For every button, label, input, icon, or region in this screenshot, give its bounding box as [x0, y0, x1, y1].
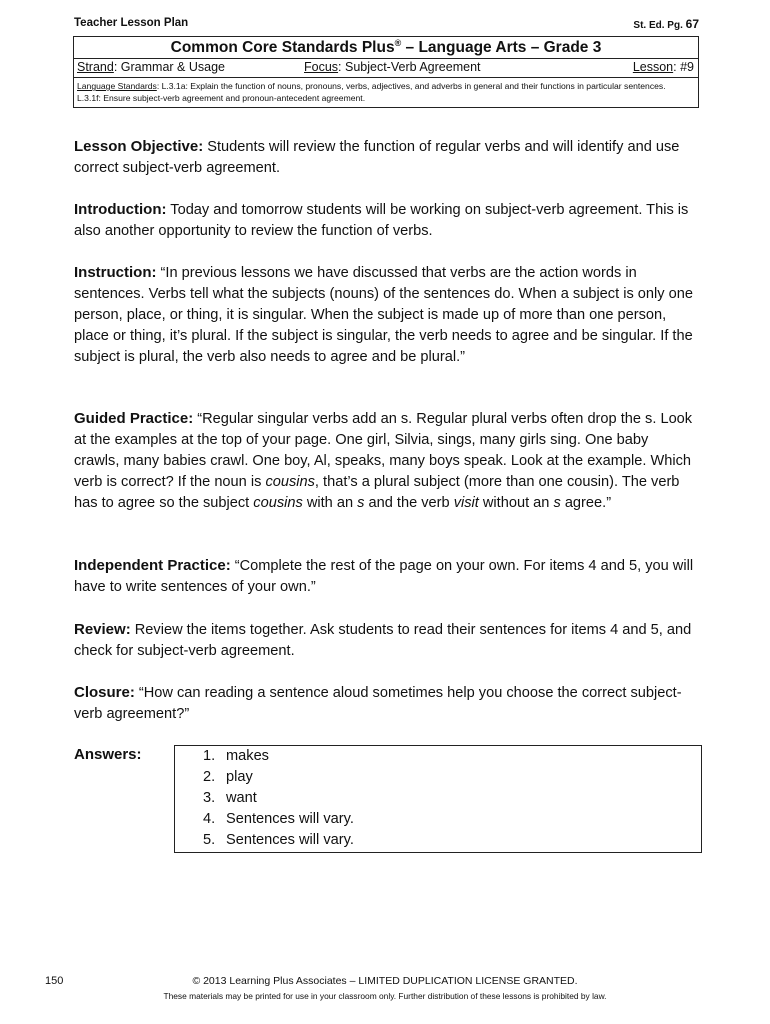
answers-list [175, 746, 701, 851]
language-standard-2: L.3.1f: Ensure subject-verb agreement and pronoun-antecedent agreement. [77, 93, 366, 104]
strand-focus-lesson-row [74, 59, 698, 78]
answer-item [175, 788, 701, 809]
strand-label: Strand [77, 60, 114, 75]
review-text: Review the items together. Ask students to read their sentences for items 4 and 5, and check for subject-verb agreement. [74, 622, 692, 659]
page-number: 150 [45, 975, 64, 987]
registered-mark: ® [394, 38, 402, 48]
introduction-label: Introduction: [74, 201, 167, 218]
guided-italic-cousins-1: cousins [265, 474, 315, 490]
guided-practice-label: Guided Practice: [74, 410, 194, 427]
lesson-label: Lesson [632, 60, 674, 75]
standards-title [74, 37, 698, 59]
objective-label: Lesson Objective: [74, 138, 204, 155]
header-page-num: 67 [685, 17, 699, 31]
focus-label: Focus [304, 60, 339, 75]
answer-text: play [226, 769, 253, 785]
standards-title-main: Common Core Standards Plus [170, 39, 395, 57]
language-standard-1-text: : L.3.1a: Explain the function of nouns, pronouns, verbs, adjectives, and adverbs in general and their functions in particular sentences. [156, 81, 666, 92]
header-page-ref [633, 17, 699, 31]
answer-item [175, 809, 701, 830]
header-page-prefix: St. Ed. Pg. [633, 20, 683, 31]
language-standard-1 [77, 80, 695, 92]
answer-item [175, 767, 701, 788]
review [74, 619, 694, 662]
guided-practice [74, 408, 694, 514]
answer-text: Sentences will vary. [226, 811, 354, 827]
guided-practice-text-1: “Regular singular verbs add an s. Regular plural verbs often drop the s. Look at the examples at the top of your page. One girl, Silvia, sings, many girls sing. One baby crawls, many babies crawl. One boy, Al, speaks, many boys speak. Look at the example. Which verb is correct? If the noun is [74, 411, 693, 490]
guided-practice-text-6: agree.” [560, 495, 612, 511]
standards-title-rest: – Language Arts – Grade 3 [401, 39, 602, 57]
independent-practice [74, 555, 694, 598]
answer-text: Sentences will vary. [226, 832, 354, 848]
guided-italic-s-1: s [357, 495, 365, 511]
answer-number: 4. [203, 811, 216, 827]
guided-italic-visit: visit [453, 495, 479, 511]
objective-text: Students will review the function of regular verbs and will identify and use correct subject-verb agreement. [74, 139, 680, 176]
copyright-line: © 2013 Learning Plus Associates – LIMITED DUPLICATION LICENSE GRANTED. [192, 975, 578, 987]
instruction-text: “In previous lessons we have discussed that verbs are the action words in sentences. Verbs tell what the subjects (nouns) of the sentences do. When a subject is only one person, place, or thing, it is singular. When the subject is made up of more than one person, place or thing, it’s plural. If the subject is singular, the verb needs to agree and be singular. If the subject is plural, the verb also needs to agree and be plural.” [74, 265, 693, 365]
answers-label: Answers: [74, 746, 142, 763]
answer-number: 5. [203, 832, 216, 848]
answer-text: want [226, 790, 257, 806]
header-title: Teacher Lesson Plan [74, 17, 189, 29]
strand-value: : Grammar & Usage [113, 60, 225, 75]
closure [74, 682, 694, 725]
closure-label: Closure: [74, 684, 135, 701]
independent-practice-text: “Complete the rest of the page on your own. For items 4 and 5, you will have to write sentences of your own.” [74, 558, 694, 595]
guided-practice-text-5: without an [478, 495, 554, 511]
answer-item [175, 830, 701, 851]
lesson-objective [74, 136, 694, 179]
answer-number: 3. [203, 790, 216, 806]
review-label: Review: [74, 621, 131, 638]
introduction [74, 199, 694, 242]
answers-box [174, 745, 702, 853]
lesson-cell [633, 60, 694, 74]
page-header [74, 17, 699, 35]
distribution-notice: These materials may be printed for use in your classroom only. Further distribution of these lessons is prohibited by law. [163, 991, 607, 1001]
standards-box [73, 36, 699, 108]
closure-text: “How can reading a sentence aloud sometimes help you choose the correct subject-verb agreement?” [74, 685, 682, 722]
guided-practice-text-2: , that’s a plural subject (more than one cousin). The verb has to agree so the subject [74, 474, 680, 511]
answer-number: 2. [203, 769, 216, 785]
instruction-label: Instruction: [74, 264, 157, 281]
instruction [74, 262, 694, 368]
focus-value: : Subject-Verb Agreement [338, 60, 481, 75]
guided-italic-s-2: s [553, 495, 561, 511]
focus-cell [304, 60, 481, 74]
introduction-text: Today and tomorrow students will be working on subject-verb agreement. This is also another opportunity to review the function of verbs. [74, 202, 689, 239]
strand-cell [77, 60, 225, 74]
answer-text: makes [226, 748, 269, 764]
language-standards-label: Language Standards [77, 81, 157, 92]
lesson-value: : #9 [673, 60, 694, 75]
language-standards [74, 78, 698, 107]
guided-italic-cousins-2: cousins [253, 495, 303, 511]
answer-item [175, 746, 701, 767]
guided-practice-text-3: with an [302, 495, 358, 511]
answer-number: 1. [203, 748, 216, 764]
independent-practice-label: Independent Practice: [74, 557, 231, 574]
guided-practice-text-4: and the verb [364, 495, 454, 511]
